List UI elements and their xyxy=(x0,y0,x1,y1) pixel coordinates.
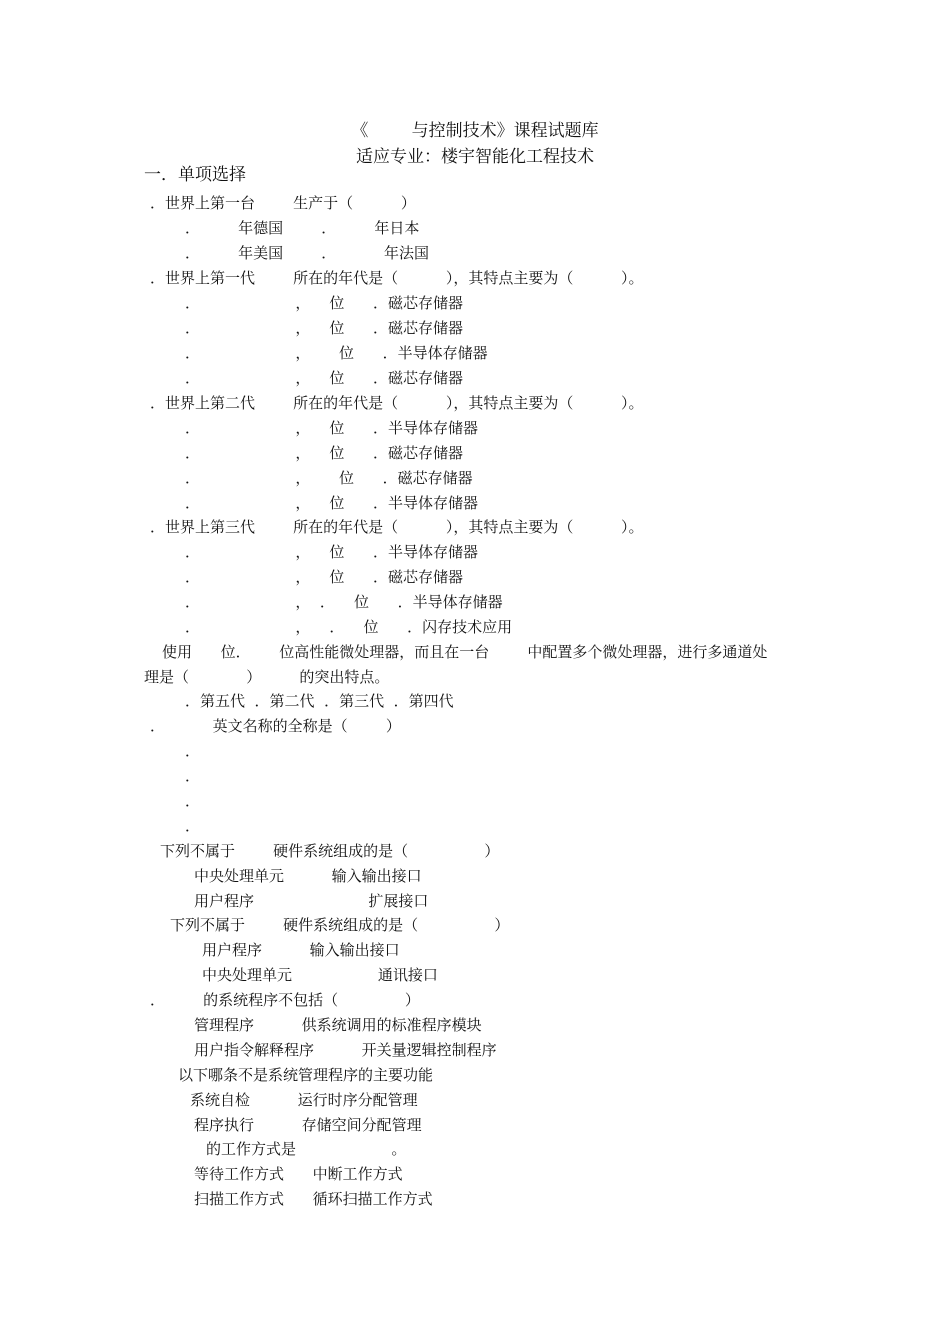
question-line: 用户程序 输入输出接口 xyxy=(202,941,400,959)
question-line: 使用 位． 位高性能微处理器，而且在一台 中配置多个微处理器，进行多通道处 xyxy=(162,643,768,661)
question-line: ． ， ． 位 ．半导体存储器 xyxy=(185,593,503,611)
question-line: ．世界上第二代 所在的年代是（ ），其特点主要为（ ）。 xyxy=(150,394,644,412)
document-title: 《 与控制技术》课程试题库 xyxy=(351,121,599,141)
question-line: 系统自检 运行时序分配管理 xyxy=(190,1091,418,1109)
document-subtitle: 适应专业：楼宇智能化工程技术 xyxy=(356,147,594,167)
question-line: ． 年美国 ． 年法国 xyxy=(185,244,429,262)
question-line: ． xyxy=(185,792,201,810)
question-line: ． ， 位 ．磁芯存储器 xyxy=(185,294,464,312)
question-line: 以下哪条不是系统管理程序的主要功能 xyxy=(178,1066,434,1084)
question-line: ． ， 位 ．磁芯存储器 xyxy=(185,444,464,462)
question-line: ． ， ． 位 ．闪存技术应用 xyxy=(185,618,513,636)
question-line: ． ， 位 ．半导体存储器 xyxy=(185,344,488,362)
question-line: ． xyxy=(185,767,201,785)
question-line: ．世界上第一台 生产于（ ） xyxy=(150,194,416,212)
question-line: ． 英文名称的全称是（ ） xyxy=(150,717,401,735)
question-line: ．世界上第三代 所在的年代是（ ），其特点主要为（ ）。 xyxy=(150,518,644,536)
question-line: 下列不属于 硬件系统组成的是（ ） xyxy=(170,916,510,934)
question-line: 用户指令解释程序 开关量逻辑控制程序 xyxy=(194,1041,497,1059)
question-line: ． ， 位 ．磁芯存储器 xyxy=(185,469,473,487)
question-line: ． ， 位 ．半导体存储器 xyxy=(185,419,479,437)
question-line: 等待工作方式 中断工作方式 xyxy=(194,1165,403,1183)
question-line: ． ， 位 ．半导体存储器 xyxy=(185,494,479,512)
question-line: ． 的系统程序不包括（ ） xyxy=(150,991,420,1009)
question-line: 理是（ ） 的突出特点。 xyxy=(144,668,390,686)
question-line: 下列不属于 硬件系统组成的是（ ） xyxy=(160,842,500,860)
question-line: ．世界上第一代 所在的年代是（ ），其特点主要为（ ）。 xyxy=(150,269,644,287)
question-line: ． ， 位 ．磁芯存储器 xyxy=(185,568,464,586)
question-line: ． xyxy=(185,817,201,835)
question-line: ． ， 位 ．磁芯存储器 xyxy=(185,319,464,337)
question-line: 扫描工作方式 循环扫描工作方式 xyxy=(194,1190,433,1208)
question-line: ． ， 位 ．半导体存储器 xyxy=(185,543,479,561)
question-line: 中央处理单元 通讯接口 xyxy=(202,966,438,984)
question-line: 用户程序 扩展接口 xyxy=(194,892,429,910)
question-line: 的工作方式是 。 xyxy=(206,1140,407,1158)
question-line: 管理程序 供系统调用的标准程序模块 xyxy=(194,1016,482,1034)
question-line: 中央处理单元 输入输出接口 xyxy=(194,867,422,885)
question-line: 程序执行 存储空间分配管理 xyxy=(194,1116,422,1134)
question-line: ． xyxy=(185,742,201,760)
section-heading: 一．单项选择 xyxy=(144,165,246,185)
question-line: ． 年德国 ． 年日本 xyxy=(185,219,420,237)
question-line: ． ， 位 ．磁芯存储器 xyxy=(185,369,464,387)
question-line: ．第五代 ．第二代 ．第三代 ．第四代 xyxy=(185,692,454,710)
